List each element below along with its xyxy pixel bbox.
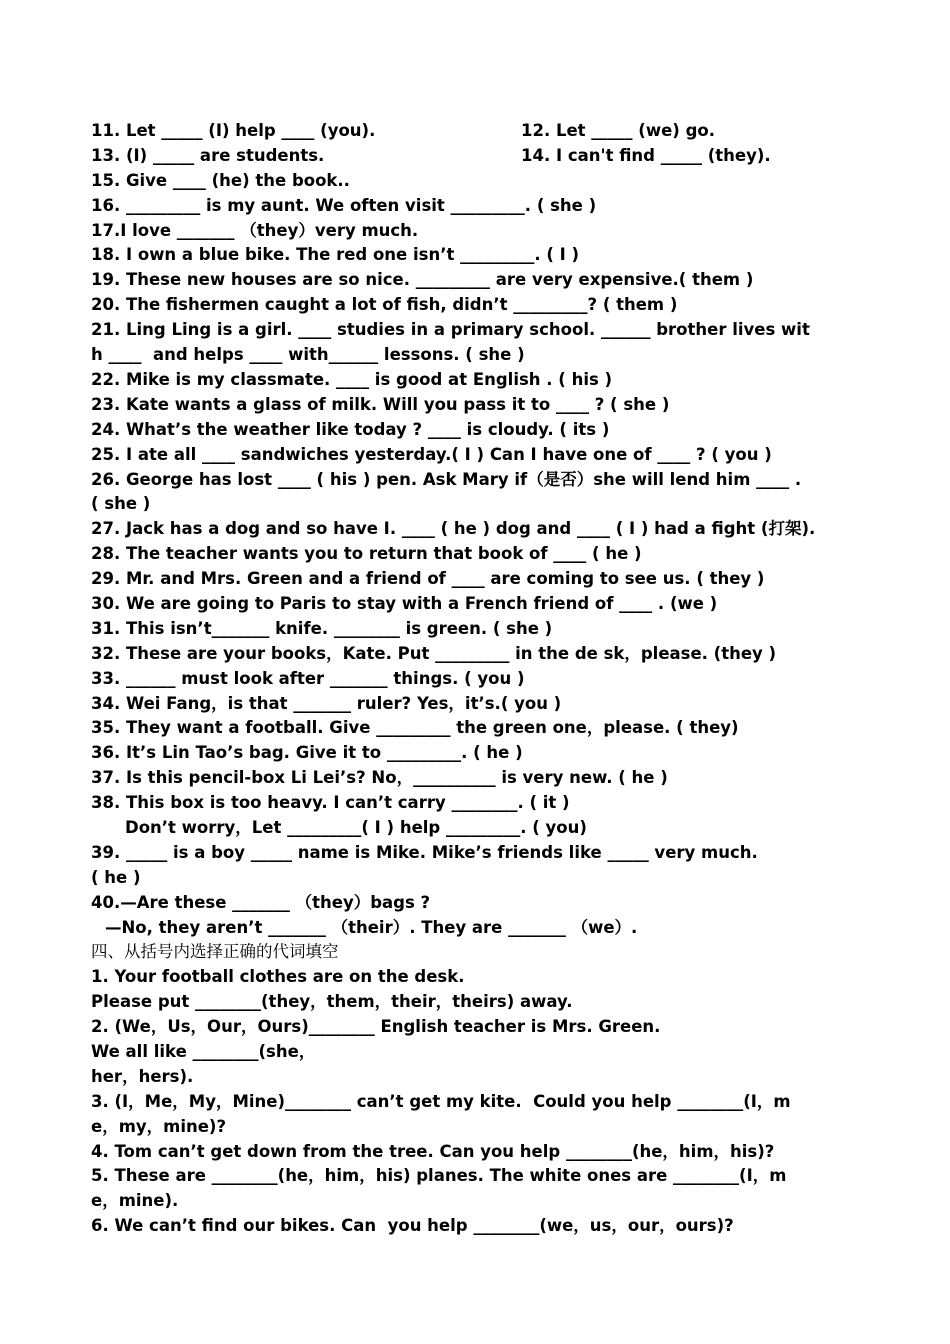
- question-40-line-2: —No, they aren’t _______ （their）. They are _______ （we）.: [105, 917, 638, 937]
- question-15: 15. Give ____ (he) the book..: [91, 170, 350, 190]
- section-four-item-3-line-1: 3. (I，Me，My，Mine)________ can’t get my kite. Could you help ________(I，m: [91, 1091, 791, 1111]
- question-27: 27. Jack has a dog and so have I. ____ ( he ) dog and ____ ( I ) had a fight (打架).: [91, 519, 816, 539]
- section-four-item-3-line-2: e，my，mine)?: [91, 1116, 227, 1136]
- question-16: 16. _________ is my aunt. We often visit _________. ( she ): [91, 195, 597, 215]
- question-32: 32. These are your books，Kate. Put _________ in the de sk，please. (they ): [91, 643, 777, 663]
- question-17: 17.I love _______ （they）very much.: [91, 220, 419, 240]
- question-22: 22. Mike is my classmate. ____ is good at English . ( his ): [91, 369, 613, 389]
- question-31: 31. This isn’t_______ knife. ________ is green. ( she ): [91, 618, 553, 638]
- question-24: 24. What’s the weather like today ? ____ is cloudy. ( its ): [91, 419, 610, 439]
- section-four-item-1-line-1: 1. Your football clothes are on the desk.: [91, 967, 465, 987]
- section-four-item-5-line-1: 5. These are ________(he，him，his) planes. The white ones are ________(I，m: [91, 1166, 787, 1186]
- question-26-line-2: ( she ): [91, 494, 151, 514]
- question-12: 12. Let _____ (we) go.: [521, 121, 715, 140]
- section-four-item-2-line-1: 2. (We，Us，Our，Ours)________ English teacher is Mrs. Green.: [91, 1017, 661, 1037]
- section-four-item-1-line-2: Please put ________(they，them，their，theirs) away.: [91, 992, 573, 1012]
- question-19: 19. These new houses are so nice. _________ are very expensive.( them ): [91, 270, 754, 290]
- question-34: 34. Wei Fang，is that _______ ruler? Yes，it’s.( you ): [91, 693, 562, 713]
- question-21-line-1: 21. Ling Ling is a girl. ____ studies in a primary school. ______ brother lives wit: [91, 320, 810, 340]
- section-four-item-6: 6. We can’t find our bikes. Can you help ________(we，us，our，ours)?: [91, 1216, 734, 1236]
- question-36: 36. It’s Lin Tao’s bag. Give it to _________. ( he ): [91, 743, 523, 763]
- question-30: 30. We are going to Paris to stay with a French friend of ____ . (we ): [91, 593, 718, 613]
- question-row-11-12: [91, 119, 871, 144]
- question-18: 18. I own a blue bike. The red one isn’t _________. ( I ): [91, 245, 580, 265]
- question-14: 14. I can't find _____ (they).: [521, 145, 771, 165]
- question-11: 11. Let _____ (I) help ____ (you).: [91, 121, 376, 140]
- question-25: 25. I ate all ____ sandwiches yesterday.( I ) Can I have one of ____ ? ( you ): [91, 444, 772, 464]
- worksheet-page: [91, 119, 871, 1239]
- section-four-heading: 四、从括号内选择正确的代词填空: [91, 942, 339, 962]
- question-28: 28. The teacher wants you to return that book of ____ ( he ): [91, 544, 642, 564]
- question-row-13-14: [91, 144, 871, 169]
- question-38-line-2: Don’t worry，Let _________( I ) help _________. ( you): [125, 817, 587, 837]
- question-29: 29. Mr. and Mrs. Green and a friend of ____ are coming to see us. ( they ): [91, 569, 765, 589]
- question-33: 33. ______ must look after _______ things. ( you ): [91, 668, 525, 688]
- question-26-line-1: 26. George has lost ____ ( his ) pen. Ask Mary if（是否）she will lend him ____ .: [91, 469, 802, 489]
- question-23: 23. Kate wants a glass of milk. Will you pass it to ____ ? ( she ): [91, 394, 670, 414]
- section-four-item-4: 4. Tom can’t get down from the tree. Can you help ________(he，him，his)?: [91, 1141, 775, 1161]
- section-four-item-2-line-3: her，hers).: [91, 1066, 194, 1086]
- question-37: 37. Is this pencil-box Li Lei’s? No，__________ is very new. ( he ): [91, 768, 668, 788]
- question-20: 20. The fishermen caught a lot of fish, didn’t _________? ( them ): [91, 295, 678, 315]
- section-four-item-5-line-2: e，mine).: [91, 1191, 179, 1211]
- question-39-line-2: ( he ): [91, 867, 141, 887]
- question-35: 35. They want a football. Give _________ the green one，please. ( they): [91, 718, 739, 738]
- question-13: 13. (I) _____ are students.: [91, 145, 325, 165]
- question-40-line-1: 40.—Are these _______ （they）bags ?: [91, 892, 431, 912]
- section-four-item-2-line-2: We all like ________(she，: [91, 1041, 316, 1061]
- question-39-line-1: 39. _____ is a boy _____ name is Mike. Mike’s friends like _____ very much.: [91, 842, 758, 862]
- question-38-line-1: 38. This box is too heavy. I can’t carry ________. ( it ): [91, 793, 570, 813]
- question-21-line-2: h ____ and helps ____ with______ lessons. ( she ): [91, 345, 525, 365]
